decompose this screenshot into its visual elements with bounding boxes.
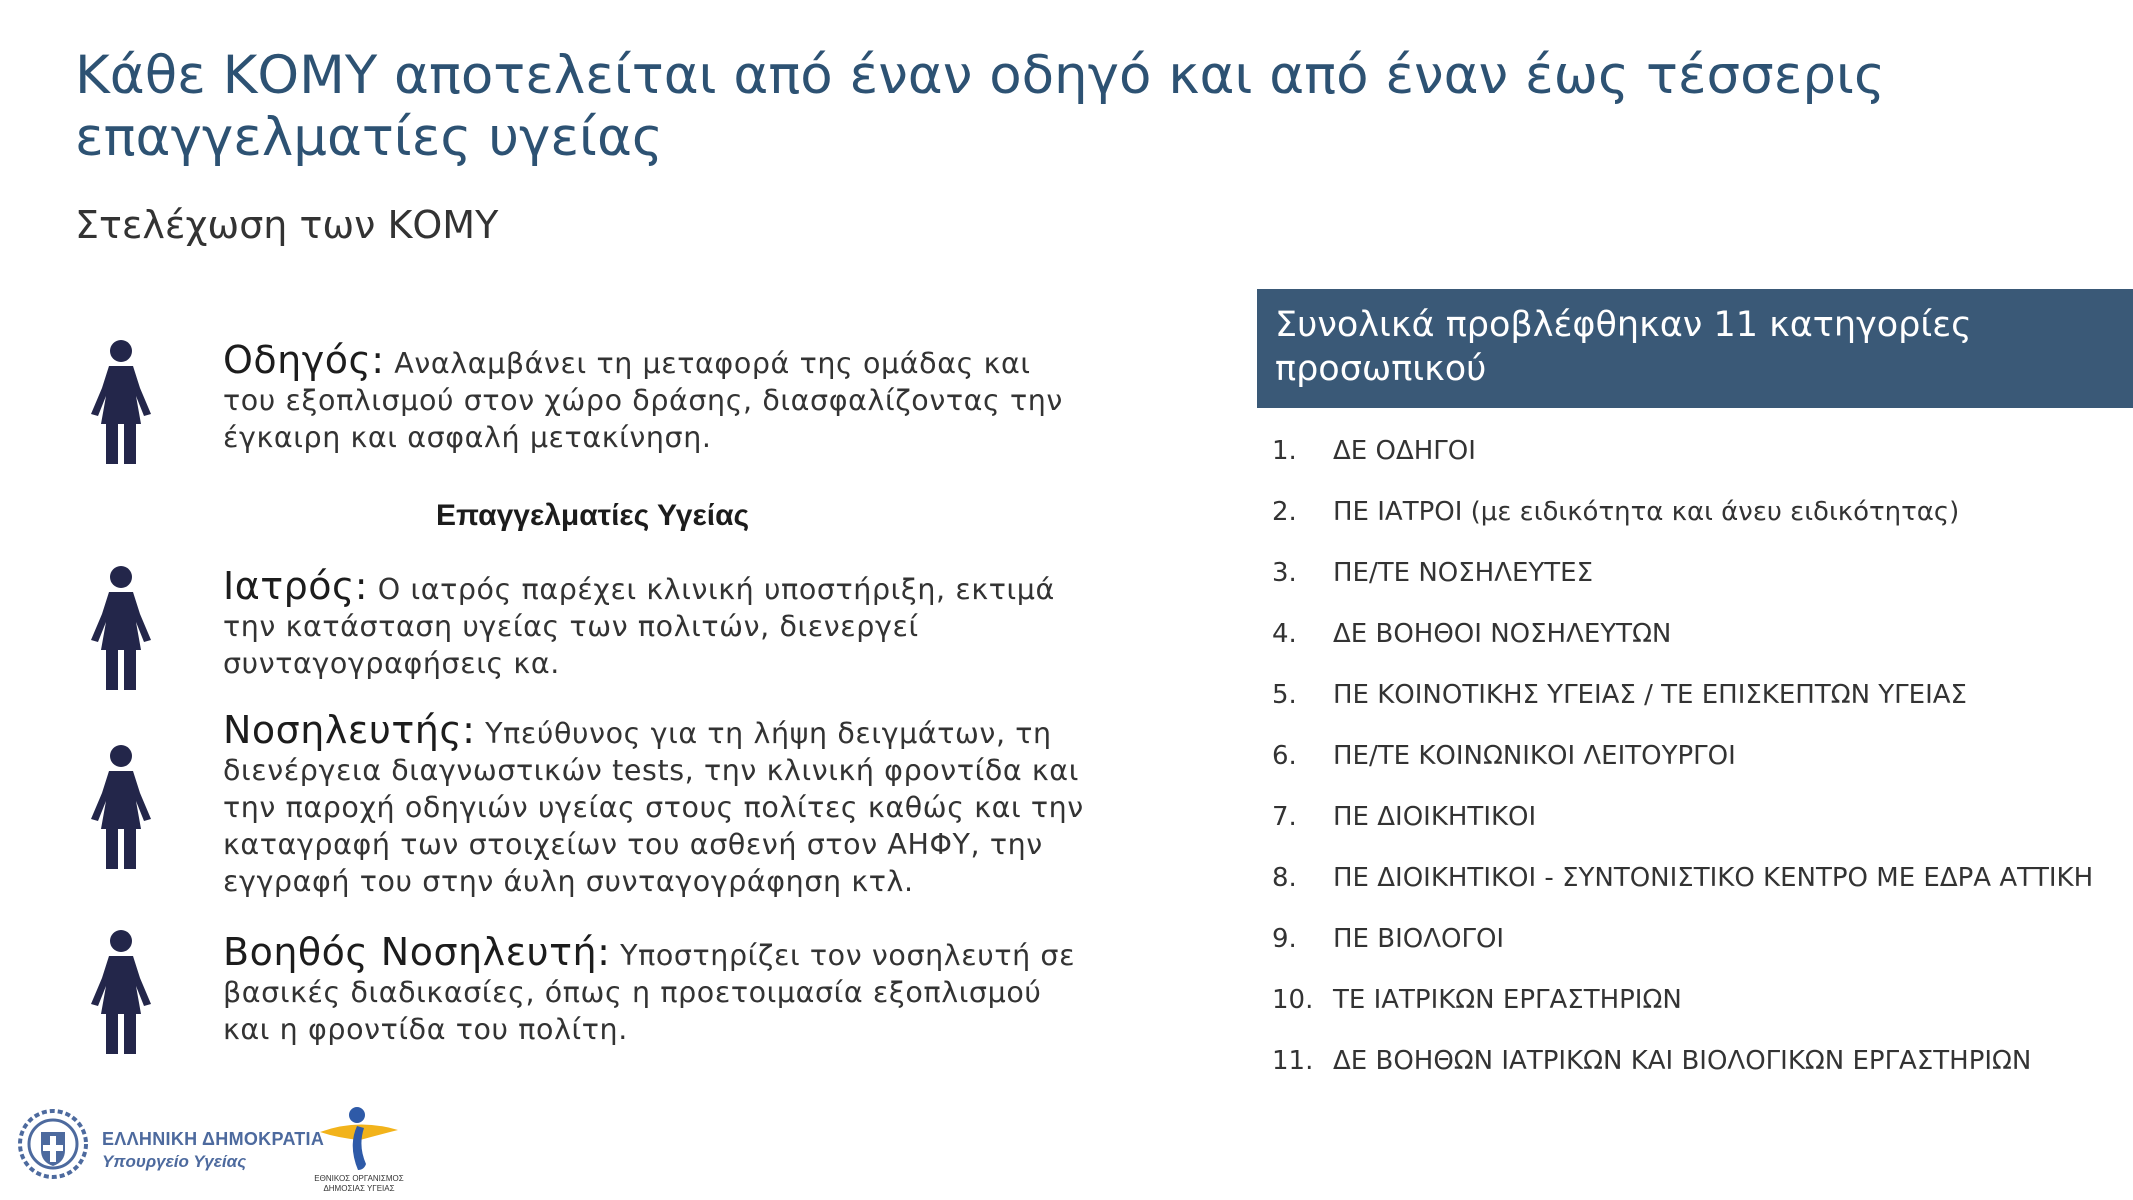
list-item-label: ΠΕ/ΤΕ ΚΟΙΝΩΝΙΚΟΙ ΛΕΙΤΟΥΡΓΟΙ (1333, 741, 1736, 771)
ministry-label (102, 1128, 324, 1174)
ministry-line2: Υπουργείο Υγείας (102, 1152, 247, 1171)
health-professionals-heading: Επαγγελματίες Υγείας (436, 499, 750, 532)
list-item-label: ΔΕ ΒΟΗΘΟΙ ΝΟΣΗΛΕΥΤΩΝ (1333, 619, 1672, 649)
list-item (1272, 739, 2132, 800)
role-description: Υπεύθυνος για τη λήψη δειγμάτων, τη διενέργεια διαγνωστικών tests, την κλινική φροντίδα και την παροχή οδηγιών υγείας στους πολίτες καθώς και την καταγραφή των στοιχείων του ασθενή στον ΑΗΦΥ, την εγγραφή του στην άυλη συνταγογράφηση κτλ. (223, 717, 1084, 898)
list-item-number: 8. (1272, 863, 1297, 893)
list-item-number: 10. (1272, 985, 1314, 1015)
list-item (1272, 800, 2132, 861)
slide-subtitle: Στελέχωση των ΚΟΜΥ (75, 203, 499, 247)
person-icon (88, 930, 154, 1054)
role-nurse (223, 708, 1093, 900)
role-driver (223, 338, 1093, 456)
list-item-label: ΤΕ ΙΑΤΡΙΚΩΝ ΕΡΓΑΣΤΗΡΙΩΝ (1333, 985, 1682, 1015)
role-nurse-assistant (223, 930, 1093, 1048)
list-item (1272, 495, 2132, 556)
list-item-number: 2. (1272, 497, 1297, 527)
list-item-number: 6. (1272, 741, 1297, 771)
role-name: Οδηγός: (223, 338, 385, 382)
list-item-label: ΠΕ ΔΙΟΙΚΗΤΙΚΟΙ - ΣΥΝΤΟΝΙΣΤΙΚΟ ΚΕΝΤΡΟ ΜΕ ΕΔΡΑ ΑΤΤΙΚΗ (1333, 863, 2094, 893)
list-item-label: ΔΕ ΟΔΗΓΟΙ (1333, 436, 1476, 466)
list-item-number: 4. (1272, 619, 1297, 649)
list-item-label: ΠΕ ΒΙΟΛΟΓΟΙ (1333, 924, 1505, 954)
slide-title: Κάθε ΚΟΜΥ αποτελείται από έναν οδηγό και από έναν έως τέσσερις επαγγελματίες υγείας (75, 45, 1886, 168)
role-description: Αναλαμβάνει τη μεταφορά της ομάδας και του εξοπλισμού στον χώρο δράσης, διασφαλίζοντας την έγκαιρη και ασφαλή μετακίνηση. (223, 347, 1063, 454)
list-item (1272, 556, 2132, 617)
categories-list (1272, 434, 2132, 1105)
eody-caption-line1: ΕΘΝΙΚΟΣ ΟΡΓΑΝΙΣΜΟΣ (314, 1174, 404, 1183)
eody-logo (318, 1106, 400, 1172)
role-name: Νοσηλευτής: (223, 708, 476, 752)
list-item (1272, 617, 2132, 678)
role-description: Ο ιατρός παρέχει κλινική υποστήριξη, εκτιμά την κατάσταση υγείας των πολιτών, διενεργεί συνταγογραφήσεις κα. (223, 573, 1055, 680)
list-item (1272, 861, 2132, 922)
list-item-label: ΠΕ ΙΑΤΡΟΙ (με ειδικότητα και άνευ ειδικότητας) (1333, 497, 1960, 527)
person-icon (88, 745, 154, 869)
list-item (1272, 922, 2132, 983)
list-item (1272, 678, 2132, 739)
categories-panel-header: Συνολικά προβλέφθηκαν 11 κατηγορίες προσωπικού (1257, 289, 2133, 408)
ministry-line1: ΕΛΛΗΝΙΚΗ ΔΗΜΟΚΡΑΤΙΑ (102, 1129, 325, 1149)
list-item-number: 11. (1272, 1046, 1314, 1076)
role-name: Βοηθός Νοσηλευτή: (223, 930, 611, 974)
eody-caption (300, 1174, 418, 1194)
role-description: Υποστηρίζει τον νοσηλευτή σε βασικές διαδικασίες, όπως η προετοιμασία εξοπλισμού και η φροντίδα του πολίτη. (223, 939, 1076, 1046)
list-item (1272, 434, 2132, 495)
person-icon (88, 566, 154, 690)
list-item (1272, 1044, 2132, 1105)
list-item-number: 1. (1272, 436, 1297, 466)
list-item-number: 9. (1272, 924, 1297, 954)
role-name: Ιατρός: (223, 564, 369, 608)
list-item-label: ΠΕ ΔΙΟΙΚΗΤΙΚΟΙ (1333, 802, 1537, 832)
list-item-label: ΠΕ ΚΟΙΝΟΤΙΚΗΣ ΥΓΕΙΑΣ / ΤΕ ΕΠΙΣΚΕΠΤΩΝ ΥΓΕΙΑΣ (1333, 680, 1967, 710)
list-item-label: ΠΕ/ΤΕ ΝΟΣΗΛΕΥΤΕΣ (1333, 558, 1594, 588)
list-item-number: 3. (1272, 558, 1297, 588)
list-item-number: 7. (1272, 802, 1297, 832)
role-doctor (223, 564, 1093, 682)
person-icon (88, 340, 154, 464)
list-item-label: ΔΕ ΒΟΗΘΩΝ ΙΑΤΡΙΚΩΝ ΚΑΙ ΒΙΟΛΟΓΙΚΩΝ ΕΡΓΑΣΤΗΡΙΩΝ (1333, 1046, 2032, 1076)
list-item-number: 5. (1272, 680, 1297, 710)
greek-emblem-logo (17, 1108, 89, 1180)
eody-caption-line2: ΔΗΜΟΣΙΑΣ ΥΓΕΙΑΣ (323, 1184, 395, 1193)
list-item (1272, 983, 2132, 1044)
